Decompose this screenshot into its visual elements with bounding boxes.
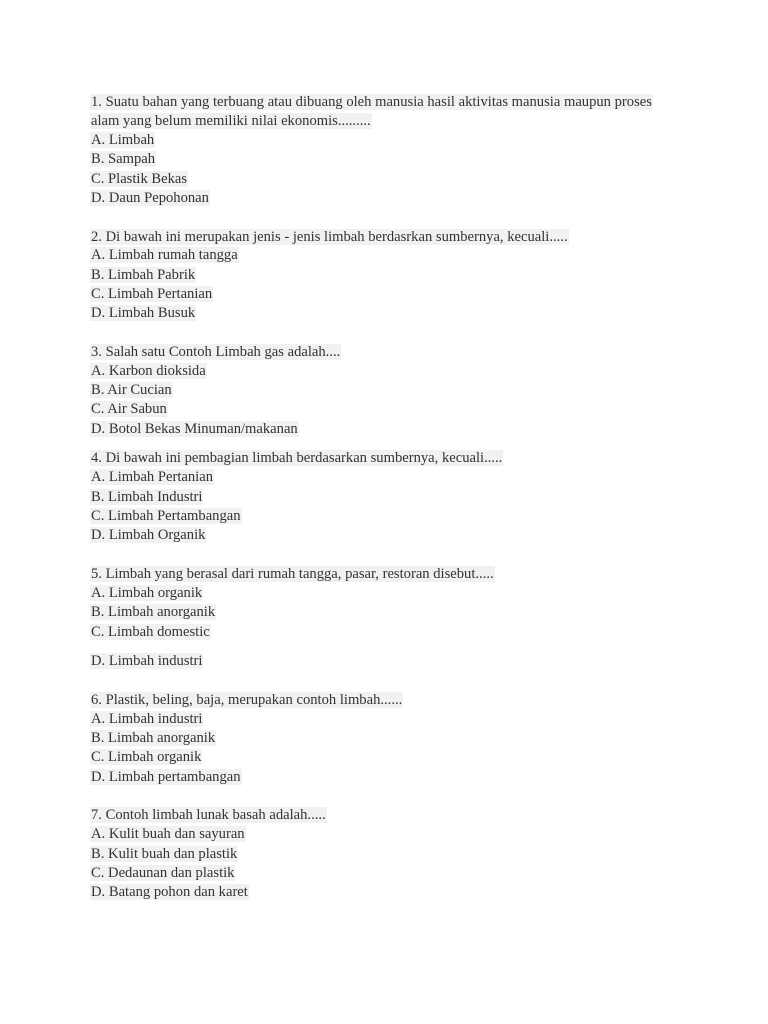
question-2-option-c: C. Limbah Pertanian xyxy=(91,286,213,302)
question-3-option-c: C. Air Sabun xyxy=(91,401,167,417)
question-7-option-b: B. Kulit buah dan plastik xyxy=(91,846,238,862)
question-4-option-a: A. Limbah Pertanian xyxy=(91,469,213,485)
question-6-stem: 6. Plastik, beling, baja, merupakan contoh limbah...... xyxy=(91,692,403,708)
question-3-option-a: A. Karbon dioksida xyxy=(91,363,206,379)
question-4-stem: 4. Di bawah ini pembagian limbah berdasarkan sumbernya, kecuali..... xyxy=(91,450,503,466)
question-5-option-b: B. Limbah anorganik xyxy=(91,604,216,620)
question-5-stem: 5. Limbah yang berasal dari rumah tangga, pasar, restoran disebut..... xyxy=(91,566,494,582)
question-2-option-a: A. Limbah rumah tangga xyxy=(91,247,238,263)
question-4-option-d: D. Limbah Organik xyxy=(91,527,206,543)
question-7-option-c: C. Dedaunan dan plastik xyxy=(91,865,235,881)
question-6-option-b: B. Limbah anorganik xyxy=(91,730,216,746)
question-1-option-b: B. Sampah xyxy=(91,151,156,167)
question-2-option-d: D. Limbah Busuk xyxy=(91,305,196,321)
question-6-option-a: A. Limbah industri xyxy=(91,711,203,727)
question-5-option-c: C. Limbah domestic xyxy=(91,624,210,640)
question-1-option-d: D. Daun Pepohonan xyxy=(91,190,209,206)
question-1-option-a: A. Limbah xyxy=(91,132,155,148)
question-2-option-b: B. Limbah Pabrik xyxy=(91,267,196,283)
question-7-stem: 7. Contoh limbah lunak basah adalah..... xyxy=(91,807,326,823)
question-5-option-d: D. Limbah industri xyxy=(91,653,203,669)
question-1-option-c: C. Plastik Bekas xyxy=(91,171,188,187)
question-1-stem-line-1: 1. Suatu bahan yang terbuang atau dibuang oleh manusia hasil aktivitas manusia maupun proses xyxy=(91,94,652,110)
question-7-option-a: A. Kulit buah dan sayuran xyxy=(91,826,245,842)
question-6-option-c: C. Limbah organik xyxy=(91,749,202,765)
question-3-option-b: B. Air Cucian xyxy=(91,382,172,398)
question-1-stem-line-2: alam yang belum memiliki nilai ekonomis......... xyxy=(91,113,371,129)
question-3-stem: 3. Salah satu Contoh Limbah gas adalah.... xyxy=(91,344,341,360)
question-4-option-c: C. Limbah Pertambangan xyxy=(91,508,241,524)
question-2-stem: 2. Di bawah ini merupakan jenis - jenis limbah berdasrkan sumbernya, kecuali..... xyxy=(91,229,568,245)
question-3-option-d: D. Botol Bekas Minuman/makanan xyxy=(91,421,298,437)
question-5-option-a: A. Limbah organik xyxy=(91,585,203,601)
question-7-option-d: D. Batang pohon dan karet xyxy=(91,884,248,900)
question-4-option-b: B. Limbah Industri xyxy=(91,489,203,505)
question-6-option-d: D. Limbah pertambangan xyxy=(91,769,241,785)
